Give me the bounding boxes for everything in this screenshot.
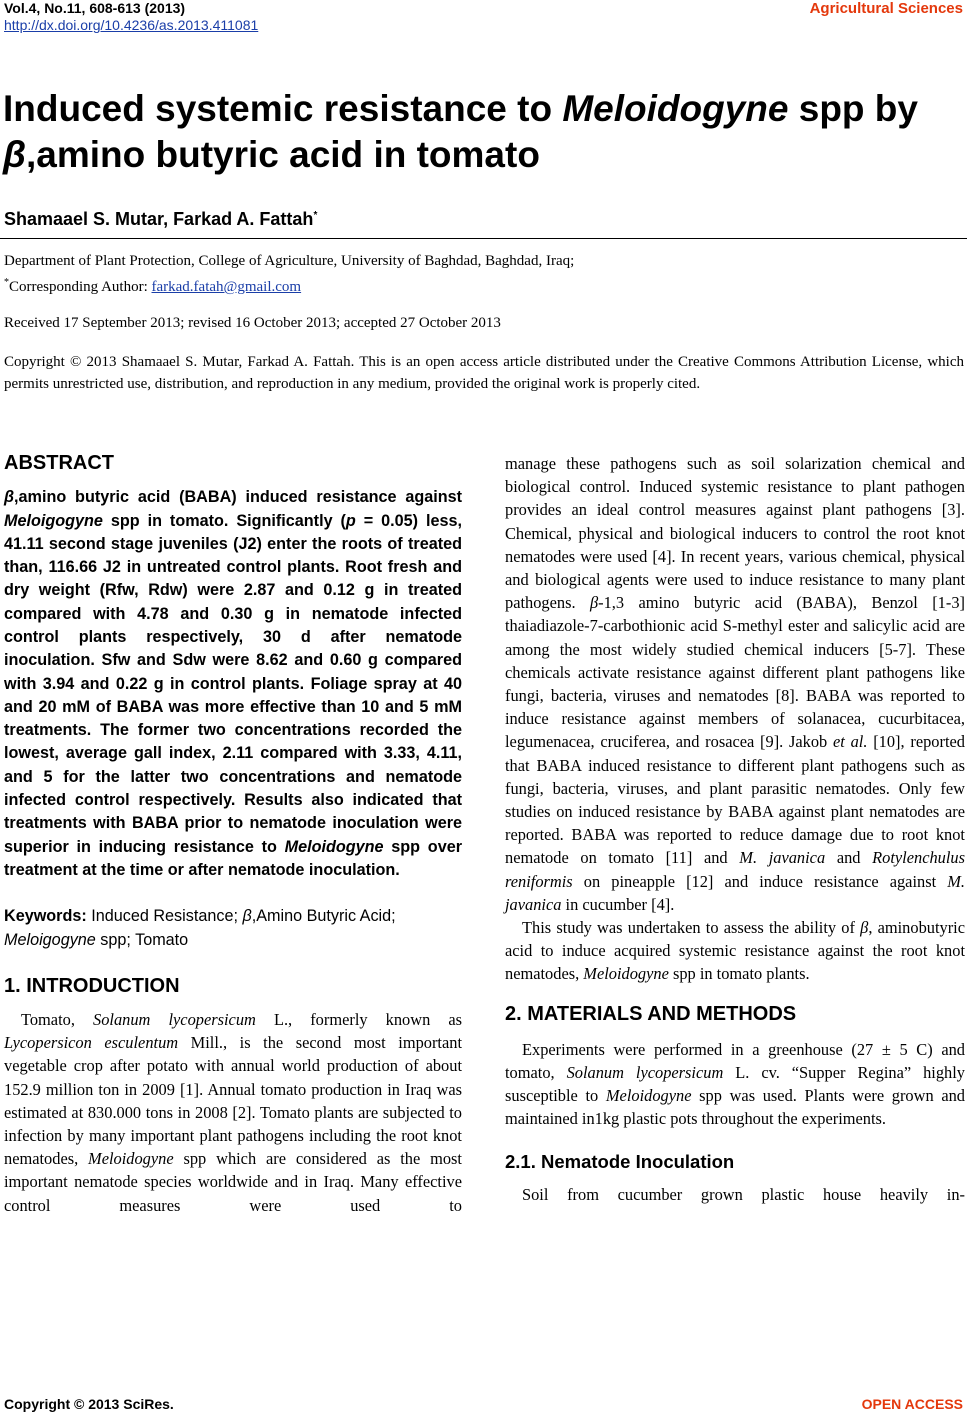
title-italic: Meloidogyne [562, 88, 789, 129]
keyword: Induced Resistance; [91, 907, 243, 926]
email-link[interactable]: farkad.fatah@gmail.com [151, 279, 302, 295]
text-span: L., formerly known as [255, 1010, 462, 1030]
affiliation: Department of Plant Protection, College of Agriculture, University of Baghdad, Baghdad, Iraq; [4, 253, 575, 269]
abstract-italic: p [345, 511, 356, 530]
abstract-span: = 0.05) less, 41.11 second stage juveniles (J2) enter the roots of treated than, 116.66 J2 in untreated control plants. Root fresh and dry weight (Rfw, Rdw) were 2.87 and 0.12 g in treated compared with 4.78 and 0.30 g in nematode infected control plants respectively, 30 d after nematode inoculation. Sfw and Sdw were 8.62 and 0.60 g compared with 3.94 and 0.22 g in control plants. Foliage spray at 40 and 20 mM of BABA was more effective than 10 and 5 mM treatments. The former two concentrations recorded the lowest, average gall index, 2.11 compared with 3.33, 4.11, and 5 for the latter two concentrations and nematode infected control respectively. Results also indicated that treatments with BABA prior to nematode inoculation were superior in inducing resistance to [4, 511, 462, 856]
keywords-label: Keywords: [4, 907, 92, 926]
right-column [505, 452, 965, 1206]
text-span: Tomato, [21, 1010, 94, 1030]
footer-copyright: Copyright © 2013 SciRes. [4, 1396, 174, 1412]
divider [0, 238, 967, 239]
species-name: Meloidogyne [88, 1149, 174, 1169]
species-name: M. javanica [505, 871, 965, 914]
text-span: manage these pathogens such as soil solarization chemical and biological control. Induced systemic resistance to plant pathogen provides an ideal control measures against plant pathogens [3]. Chemical, physical and biological inducers to control the root knot nematodes were used [4]. In recent years, various chemical, physical and biological agents were used to induce resistance to many plant pathogens. [505, 454, 965, 613]
corresponding-label: Corresponding Author: [9, 279, 152, 295]
abstract-span: ,amino butyric acid (BABA) induced resistance against [14, 488, 462, 507]
introduction-paragraph-continued [505, 452, 965, 916]
title-beta: β [3, 134, 26, 175]
abstract-heading: ABSTRACT [4, 452, 114, 474]
abstract-span: spp in tomato. Significantly ( [102, 511, 346, 530]
species-name: M. javanica [739, 848, 826, 868]
corresponding-author [4, 272, 301, 298]
methods-paragraph [505, 1038, 965, 1131]
journal-name: Agricultural Sciences [809, 0, 963, 17]
introduction-paragraph [4, 1008, 462, 1217]
author-list [4, 209, 317, 230]
text-span: [10], reported that BABA induced resistance to different plant pathogens such as fungi, bacteria, viruses, and plant parasitic nematodes. Only few studies on induced resistance by BABA against plant nematodes are reported. BABA was reported to reduce damage due to root knot nematode on tomato [11] and [505, 732, 965, 868]
species-name: Lycopersicon esculentum [4, 1033, 179, 1053]
title-text: Induced systemic resistance to [3, 88, 563, 129]
text-span: , aminobutyric acid to induce acquired systemic resistance against the root knot nematodes, [505, 918, 966, 984]
nematode-inoculation-heading: 2.1. Nematode Inoculation [505, 1150, 735, 1172]
open-access-label: OPEN ACCESS [861, 1396, 963, 1412]
left-column [4, 452, 462, 1217]
received-dates: Received 17 September 2013; revised 16 October 2013; accepted 27 October 2013 [4, 315, 501, 331]
species-name: Meloidogyne [605, 1086, 692, 1106]
species-name: Rotylenchulus reniformis [505, 848, 965, 891]
keyword: ,Amino Butyric Acid; [251, 907, 396, 926]
abstract-beta: β [4, 488, 15, 507]
article-title [3, 86, 958, 178]
keywords [4, 905, 462, 952]
abstract-italic: Meloidogyne [284, 837, 384, 856]
text-span: -1,3 amino butyric acid (BABA), Benzol [1-3] thaiadiazole-7-carbothionic acid S-methyl ester and salicylic acid are among the most widely studied chemical inducers [5-7]. These chemicals activate resistance against different plant pathogens like fungi, bacteria, viruses and nematodes [8]. BABA was reported to induce resistance against members of solanacea, cucurbitacea, legumenacea, cruciferea, and rosacea [9]. Jakob [505, 593, 965, 752]
text-span: spp which are considered as the most important nematode species worldwide and in Iraq. Many effective control measures were used to [4, 1149, 462, 1215]
beta-symbol: β [589, 593, 599, 613]
methods-paragraph-2: Soil from cucumber grown plastic house heavily in- [522, 1184, 965, 1204]
text-span: Experiments were performed in a greenhouse (27 ± 5 C) and tomato, [505, 1039, 965, 1083]
abstract-span: spp over treatment at the time or after nematode inoculation. [4, 837, 462, 879]
species-name: Solanum lycopersicum [93, 1010, 256, 1030]
keyword: spp; Tomato [95, 930, 189, 949]
keyword: β [242, 907, 252, 926]
text-span: spp was used. Plants were grown and maintained in1kg plastic pots throughout the experiments. [505, 1086, 965, 1129]
text-span: in cucumber [4]. [561, 894, 675, 914]
author-names: Shamaael S. Mutar, Farkad A. Fattah [4, 209, 314, 229]
beta-symbol: β [860, 918, 869, 938]
journal-citation: Vol.4, No.11, 608-613 (2013) [4, 0, 186, 16]
methods-heading: 2. MATERIALS AND METHODS [505, 1002, 797, 1025]
doi-link[interactable]: http://dx.doi.org/10.4236/as.2013.411081 [4, 17, 259, 33]
corresponding-mark: * [4, 277, 9, 288]
species-name: Solanum lycopersicum [566, 1063, 724, 1083]
species-name: Meloidogyne [583, 964, 669, 984]
introduction-heading: 1. INTRODUCTION [4, 974, 180, 997]
title-text: spp by [788, 88, 918, 129]
text-span: and [825, 848, 873, 868]
text-span: L. cv. “Supper Regina” highly susceptible to [505, 1063, 965, 1106]
text-span: This study was undertaken to assess the ability of [522, 918, 861, 938]
text-span: on pineapple [12] and induce resistance against [572, 871, 948, 891]
keyword: Meloigogyne [4, 930, 96, 949]
et-al: et al. [833, 732, 868, 752]
text-span: spp in tomato plants. [668, 964, 810, 984]
abstract-italic: Meloigogyne [4, 511, 103, 530]
introduction-paragraph-2 [505, 916, 965, 986]
abstract-text [4, 486, 462, 882]
title-text: ,amino butyric acid in tomato [25, 134, 540, 175]
text-span: Mill., is the second most important vegetable crop after potato with annual world production of about 152.9 million ton in 2009 [1]. Annual tomato production in Iraq was estimated at 830.000 tons in 2008 [2]. Tomato plants are subjected to infection by many important plant pathogens including the root knot nematodes, [4, 1033, 462, 1169]
corresponding-mark: * [313, 210, 318, 221]
copyright-notice: Copyright © 2013 Shamaael S. Mutar, Farkad A. Fattah. This is an open access article distributed under the Creative Commons Attribution License, which permits unrestricted use, distribution, and reproduction in any medium, provided the original work is properly cited. [4, 354, 964, 392]
